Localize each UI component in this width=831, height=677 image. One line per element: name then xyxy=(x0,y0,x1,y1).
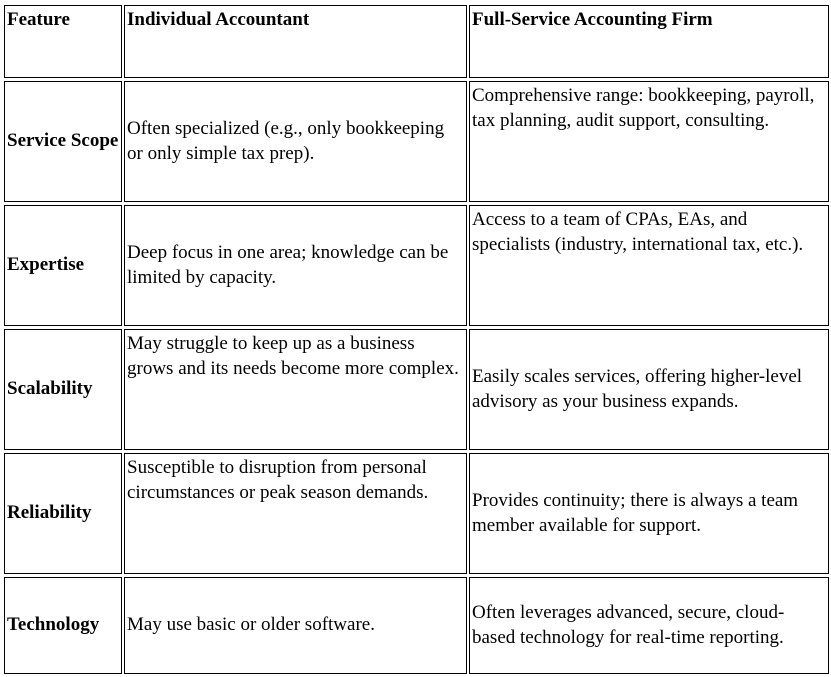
row-scalability-firm xyxy=(469,329,829,450)
row-scalability-feature xyxy=(4,329,122,450)
header-individual-text: Individual Accountant xyxy=(127,9,310,30)
firm-cell-text: Comprehensive range: bookkeeping, payroll, tax planning, audit support, consulting. xyxy=(472,85,815,131)
row-service-scope-feature xyxy=(4,81,122,202)
header-feature-text: Feature xyxy=(7,9,70,30)
feature-label: Reliability xyxy=(7,502,92,524)
row-technology-individual xyxy=(124,577,467,674)
firm-cell-text: Provides continuity; there is always a team member available for support. xyxy=(472,490,799,536)
header-firm-text: Full-Service Accounting Firm xyxy=(472,9,713,30)
individual-cell-text: May struggle to keep up as a business grows and its needs become more complex. xyxy=(127,333,459,379)
individual-cell-text: Susceptible to disruption from personal circumstances or peak season demands. xyxy=(127,457,429,503)
row-expertise-firm xyxy=(469,205,829,326)
header-individual-accountant xyxy=(124,5,467,78)
row-technology-firm xyxy=(469,577,829,674)
feature-label: Service Scope xyxy=(7,130,119,152)
individual-cell-text: Often specialized (e.g., only bookkeeping or only simple tax prep). xyxy=(127,118,445,164)
row-reliability-individual xyxy=(124,453,467,574)
row-reliability-feature xyxy=(4,453,122,574)
header-full-service-firm xyxy=(469,5,829,78)
row-scalability-individual xyxy=(124,329,467,450)
firm-cell-text: Easily scales services, offering higher-level advisory as your business expands. xyxy=(472,366,803,412)
row-expertise-feature xyxy=(4,205,122,326)
header-feature xyxy=(4,5,122,78)
row-technology-feature xyxy=(4,577,122,674)
firm-cell-text: Often leverages advanced, secure, cloud-based technology for real-time reporting. xyxy=(472,602,785,648)
row-expertise-individual xyxy=(124,205,467,326)
individual-cell-text: May use basic or older software. xyxy=(127,614,375,636)
firm-cell-text: Access to a team of CPAs, EAs, and specialists (industry, international tax, etc.). xyxy=(472,209,804,255)
row-service-scope-individual xyxy=(124,81,467,202)
individual-cell-text: Deep focus in one area; knowledge can be limited by capacity. xyxy=(127,242,449,288)
row-service-scope-firm xyxy=(469,81,829,202)
feature-label: Expertise xyxy=(7,254,85,276)
row-reliability-firm xyxy=(469,453,829,574)
feature-label: Scalability xyxy=(7,378,93,400)
feature-label: Technology xyxy=(7,614,100,636)
